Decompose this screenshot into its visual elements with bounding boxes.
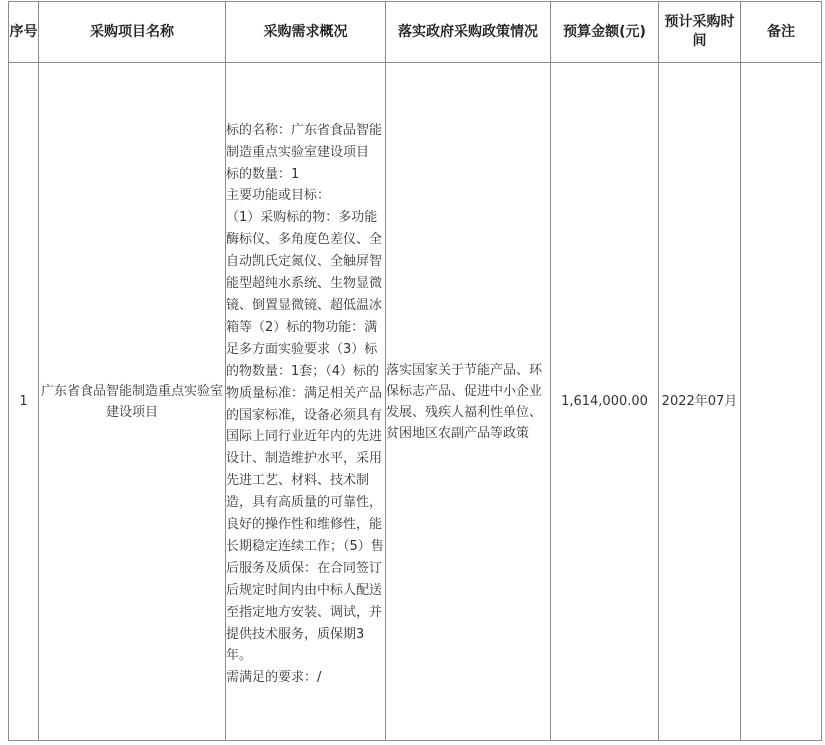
header-requirements: 采购需求概况 — [226, 2, 386, 63]
header-policy: 落实政府采购政策情况 — [386, 2, 551, 63]
cell-note — [741, 63, 822, 741]
cell-budget: 1,614,000.00 — [551, 63, 659, 741]
header-budget: 预算金额(元) — [551, 2, 659, 63]
requirement-line: 标的数量：1 — [226, 166, 300, 182]
requirement-line: 主要功能或目标： — [226, 188, 331, 204]
header-note: 备注 — [741, 2, 822, 63]
cell-requirements — [226, 63, 386, 741]
header-time: 预计采购时间 — [659, 2, 741, 63]
cell-project-name: 广东省食品智能制造重点实验室建设项目 — [39, 63, 226, 741]
procurement-table — [8, 1, 822, 741]
requirement-line: 需满足的要求：/ — [226, 670, 322, 686]
cell-policy: 落实国家关于节能产品、环保标志产品、促进中小企业发展、残疾人福利性单位、贫困地区农副产品等政策 — [386, 63, 551, 741]
table-row — [9, 63, 822, 741]
table-header-row — [9, 2, 822, 63]
cell-time: 2022年07月 — [659, 63, 741, 741]
requirement-line: 标的名称：广东省食品智能制造重点实验室建设项目 — [226, 122, 383, 160]
header-seq: 序号 — [9, 2, 39, 63]
requirement-line: （1）采购标的物：多功能酶标仪、多角度色差仪、全自动凯氏定氮仪、全触屏智能型超纯水系统、生物显微镜、倒置显微镜、超低温冰箱等（2）标的物功能：满足多方面实验要求（3）标的物数量：1套；（4）标的物质量标准：满足相关产品的国家标准，设备必须具有国际上同行业近年内的先进设计、制造维护水平，采用先进工艺、材料、技术制造，具有高质量的可靠性，良好的操作性和维修性，能长期稳定连续工作；（5）售后服务及质保：在合同签订后规定时间内由中标人配送至指定地方安装、调试，并提供技术服务，质保期3年。 — [226, 210, 384, 664]
header-project-name: 采购项目名称 — [39, 2, 226, 63]
cell-seq: 1 — [9, 63, 39, 741]
